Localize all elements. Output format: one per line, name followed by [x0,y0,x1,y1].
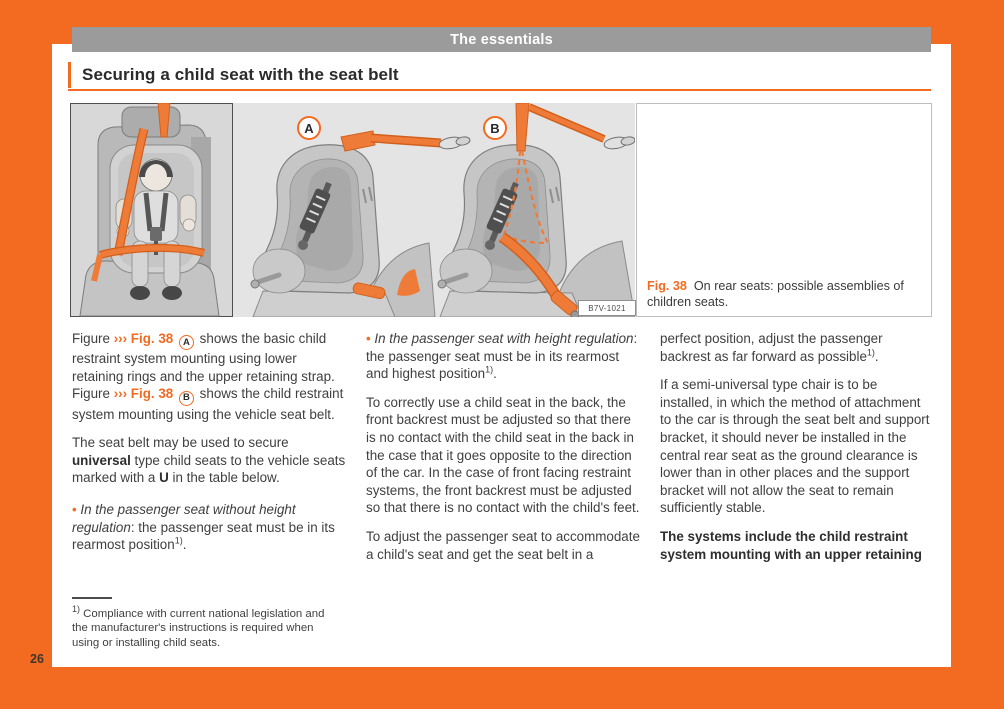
figure-label-b: B [483,116,507,140]
footnote [72,597,340,651]
paragraph: Figure ››› Fig. 38 A shows the basic child restraint system mounting using lower retaining rings and the upper retaining strap. Figure ››› Fig. 38 B shows the child restraint system mounting using the vehicle seat belt. [72,331,344,422]
figure-caption-number: Fig. 38 [647,279,687,293]
paragraph: To correctly use a child seat in the back, the front backrest must be adjusted so that there is no contact with the child seat in the back in the case that it goes opposite to the direction of the car. In the case of front facing restraint systems, the front backrest must be adjusted so that there is no contact with the child's feet. [366,394,640,516]
paragraph: perfect position, adjust the passenger backrest as far forward as possible$^{1)}$. [660,331,883,364]
image-code-tag: B7V-1021 [578,300,636,316]
figure-caption-box [636,103,932,317]
child-seat-illustration [70,103,635,317]
header-title: The essentials [450,31,553,48]
figure-image [70,103,635,317]
text-column-1 [72,330,351,565]
section-title: Securing a child seat with the seat belt [82,65,399,84]
figure-caption-text: On rear seats: possible assemblies of children seats. [647,279,904,309]
title-underline [68,89,931,91]
figure-label-a: A [297,116,321,140]
paragraph-bold: The systems include the child restraint system mounting with an upper retaining [660,528,922,562]
paragraph: The seat belt may be used to secure universal type child seats to the vehicle seats marked with a U in the table below. [72,435,346,486]
footnote-divider [72,597,112,599]
paragraph-bullet: • In the passenger seat with height regulation: the passenger seat must be in its rearmost and highest position$^{1)}$. [366,331,638,382]
paragraph-bullet: • In the passenger seat without height regulation: the passenger seat must be in its rearmost position$^{1)}$. [72,502,335,553]
section-title-row [68,62,934,88]
text-column-3 [660,330,933,574]
figure-38 [70,103,932,317]
page-number: 26 [30,652,44,666]
text-column-2 [366,330,643,574]
paragraph: If a semi-universal type chair is to be installed, in which the method of attachment to the car is through the seat belt and support bracket, it should never be installed in the central rear seat as the ground clearance is lower than in other places and the support bracket will not allow the seat to remain sufficiently stable. [660,377,930,516]
footnote-text: $^{1)}$ Compliance with current national legislation and the manufacturer's instructions is required when using or installing child seats. [72,603,325,650]
header-bar [72,27,931,52]
photo-panel-child-in-seat [71,103,233,317]
paragraph: To adjust the passenger seat to accommodate a child's seat and get the seat belt in a [366,528,640,562]
figure-caption [647,278,925,310]
